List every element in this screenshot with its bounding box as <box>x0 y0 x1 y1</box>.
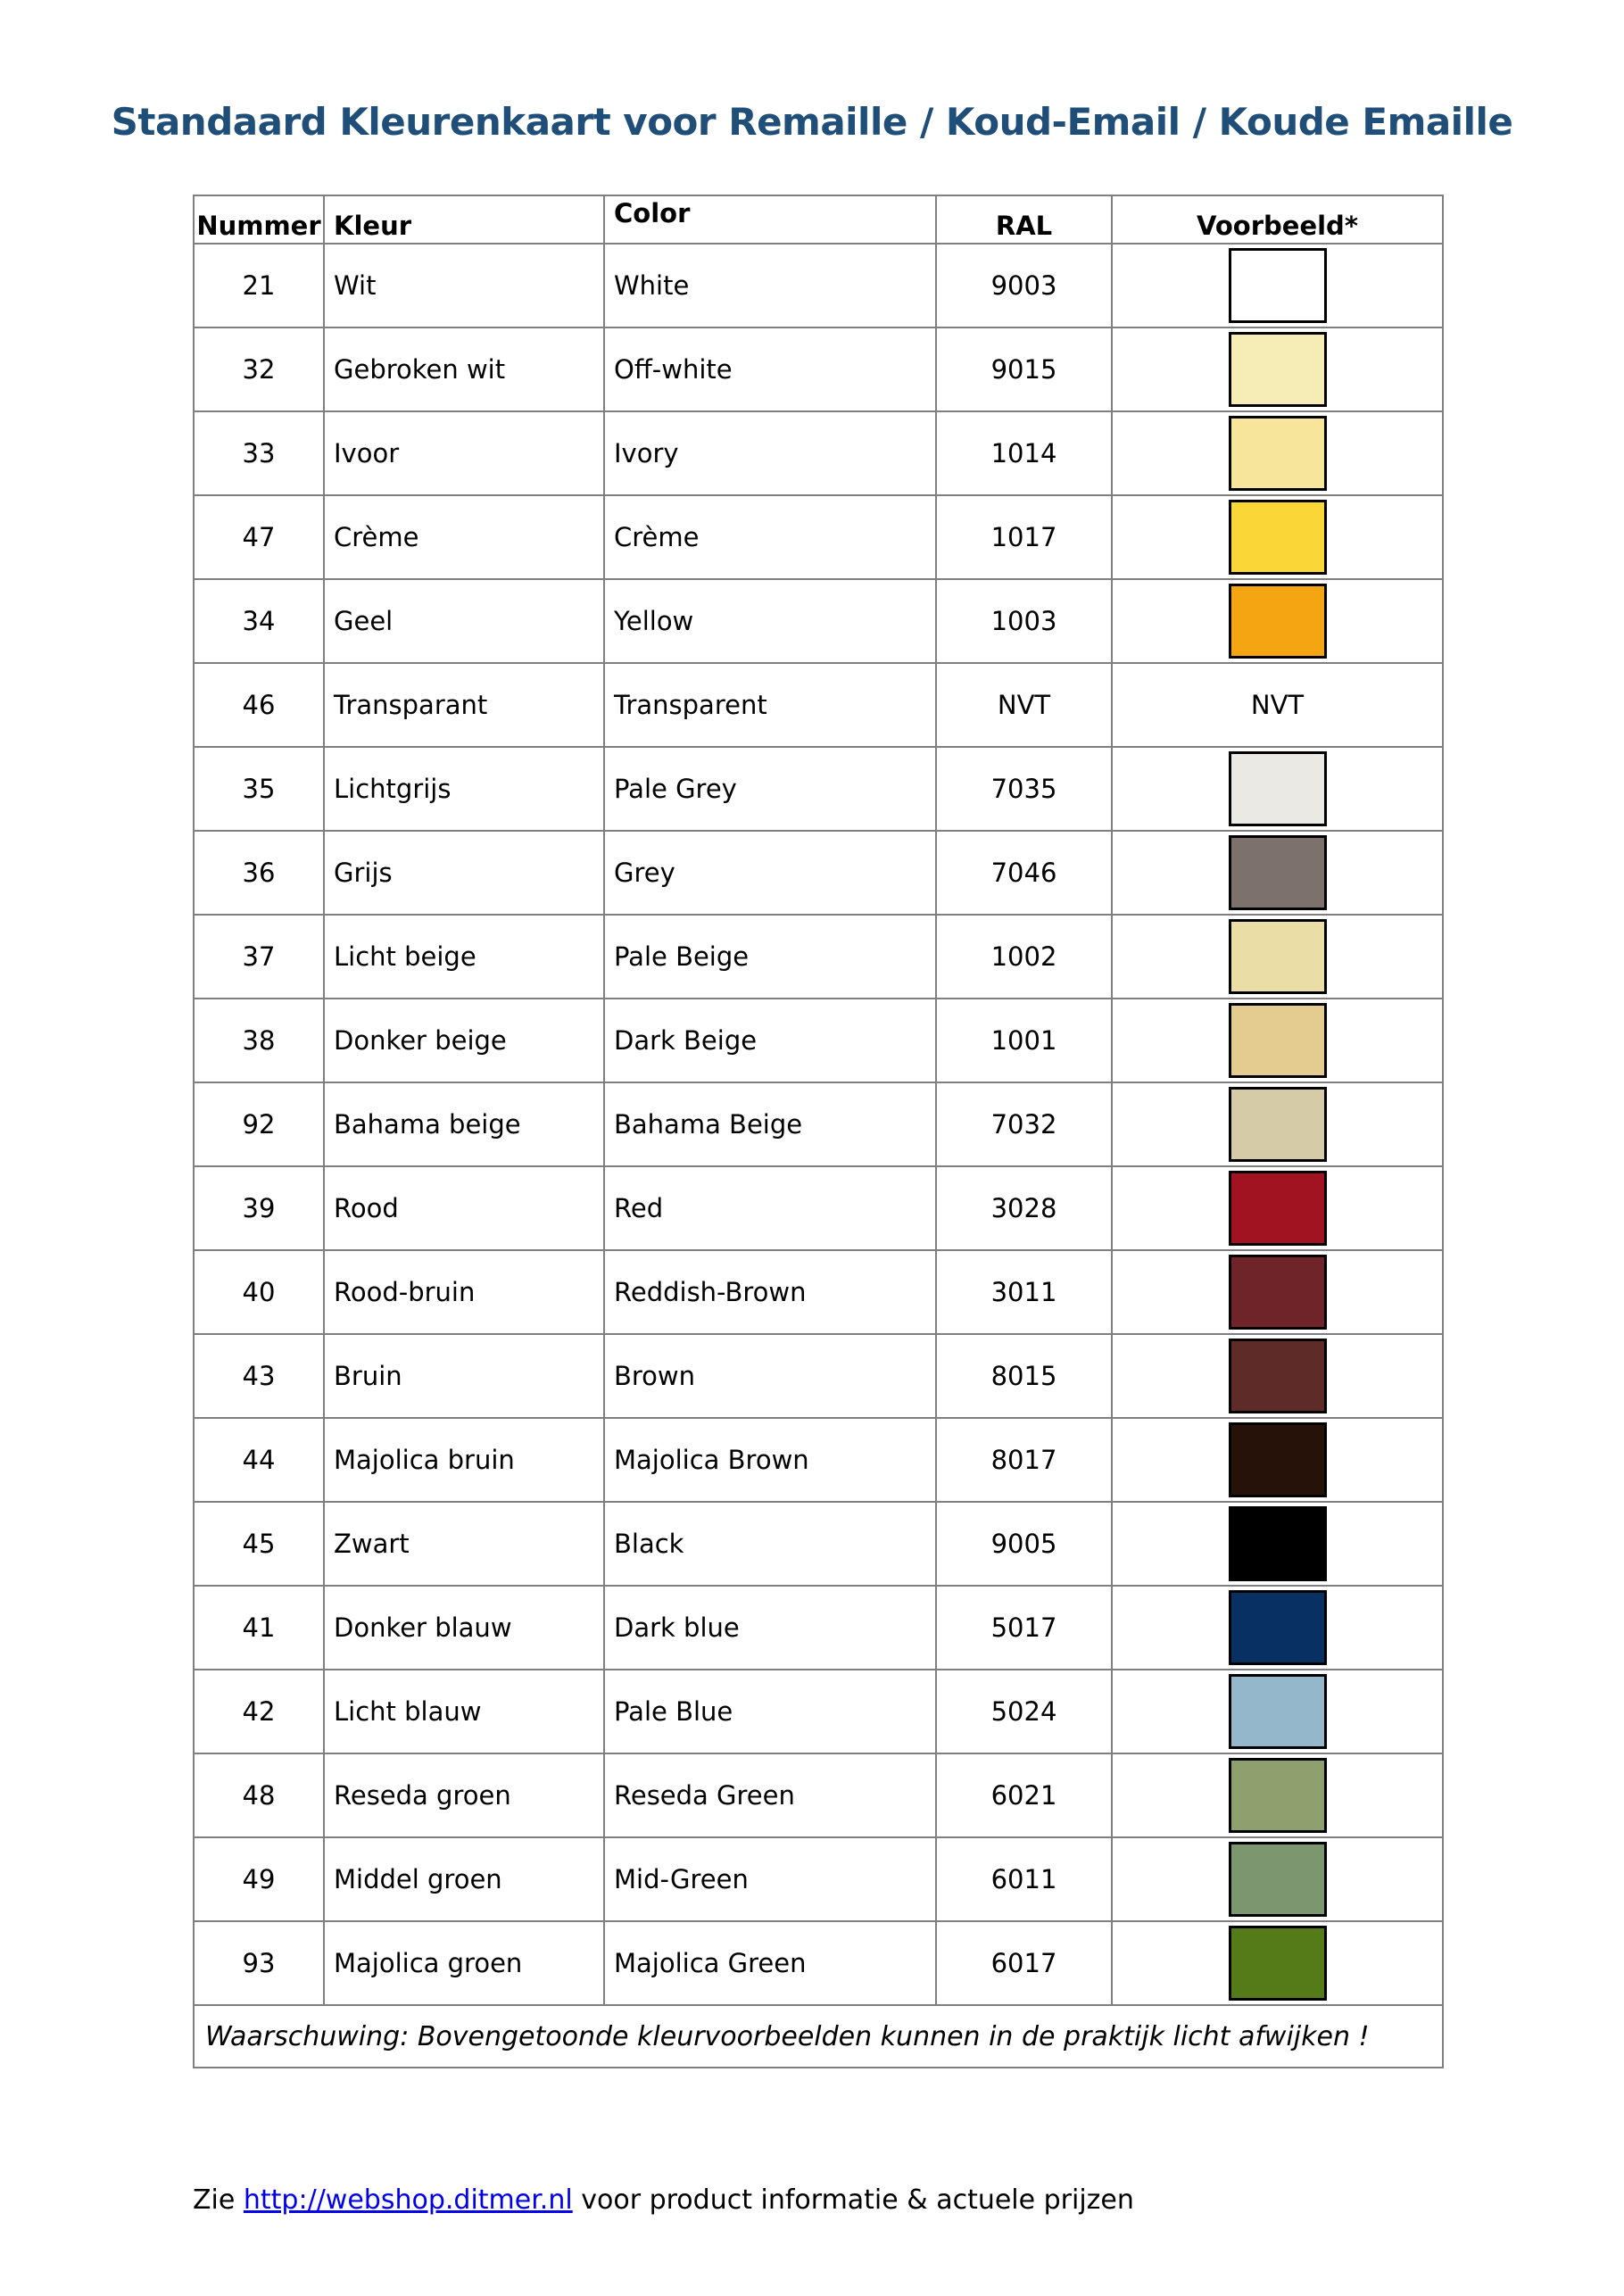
cell-number: 44 <box>194 1418 324 1502</box>
color-swatch <box>1229 1339 1327 1413</box>
color-swatch <box>1229 1087 1327 1162</box>
cell-number: 45 <box>194 1502 324 1586</box>
color-swatch <box>1229 584 1327 659</box>
table-row <box>194 244 1443 327</box>
cell-number: 43 <box>194 1334 324 1418</box>
table-row <box>194 1753 1443 1837</box>
cell-number: 49 <box>194 1837 324 1921</box>
cell-kleur: Rood-bruin <box>324 1250 604 1334</box>
warning-note: Waarschuwing: Bovengetoonde kleurvoorbeelden kunnen in de praktijk licht afwijken ! <box>194 2005 1443 2068</box>
color-swatch <box>1229 751 1327 826</box>
cell-kleur: Geel <box>324 579 604 663</box>
cell-example <box>1112 1334 1443 1418</box>
cell-example <box>1112 579 1443 663</box>
color-swatch <box>1229 1674 1327 1749</box>
cell-color: Yellow <box>604 579 936 663</box>
color-swatch <box>1229 1003 1327 1078</box>
table-row <box>194 1502 1443 1586</box>
cell-color: Reseda Green <box>604 1753 936 1837</box>
cell-kleur: Donker beige <box>324 999 604 1082</box>
table-row <box>194 1921 1443 2005</box>
cell-color: Ivory <box>604 411 936 495</box>
table-row <box>194 747 1443 831</box>
color-swatch <box>1229 1171 1327 1246</box>
cell-kleur: Donker blauw <box>324 1586 604 1670</box>
cell-example <box>1112 1082 1443 1166</box>
cell-color: Majolica Brown <box>604 1418 936 1502</box>
color-swatch <box>1229 1506 1327 1581</box>
table-row <box>194 1418 1443 1502</box>
cell-ral: 9003 <box>936 244 1112 327</box>
table-row <box>194 579 1443 663</box>
header-ral: RAL <box>936 195 1112 244</box>
cell-number: 92 <box>194 1082 324 1166</box>
color-swatch <box>1229 1926 1327 2001</box>
cell-ral: 7035 <box>936 747 1112 831</box>
color-swatch <box>1229 1255 1327 1330</box>
cell-example <box>1112 1586 1443 1670</box>
table-row <box>194 495 1443 579</box>
cell-color: Pale Blue <box>604 1670 936 1753</box>
cell-color: White <box>604 244 936 327</box>
cell-kleur: Licht beige <box>324 915 604 999</box>
header-color: Color <box>604 195 936 244</box>
color-swatch <box>1229 500 1327 575</box>
cell-color: Dark blue <box>604 1586 936 1670</box>
cell-kleur: Ivoor <box>324 411 604 495</box>
cell-example <box>1112 1166 1443 1250</box>
cell-kleur: Wit <box>324 244 604 327</box>
color-swatch <box>1229 332 1327 407</box>
table-header-row <box>194 195 1443 244</box>
cell-kleur: Majolica bruin <box>324 1418 604 1502</box>
cell-color: Pale Beige <box>604 915 936 999</box>
cell-color: Reddish-Brown <box>604 1250 936 1334</box>
cell-number: 47 <box>194 495 324 579</box>
cell-number: 93 <box>194 1921 324 2005</box>
header-kleur: Kleur <box>324 195 604 244</box>
cell-example <box>1112 915 1443 999</box>
cell-color: Dark Beige <box>604 999 936 1082</box>
cell-ral: 7032 <box>936 1082 1112 1166</box>
cell-ral: 1014 <box>936 411 1112 495</box>
cell-example <box>1112 1418 1443 1502</box>
cell-number: 41 <box>194 1586 324 1670</box>
table-row <box>194 1334 1443 1418</box>
cell-kleur: Rood <box>324 1166 604 1250</box>
cell-color: Crème <box>604 495 936 579</box>
cell-color: Transparent <box>604 663 936 747</box>
cell-ral: 8015 <box>936 1334 1112 1418</box>
header-example: Voorbeeld* <box>1112 195 1443 244</box>
table-row <box>194 1670 1443 1753</box>
color-swatch <box>1229 1842 1327 1917</box>
table-row <box>194 915 1443 999</box>
cell-number: 21 <box>194 244 324 327</box>
cell-kleur: Lichtgrijs <box>324 747 604 831</box>
cell-number: 37 <box>194 915 324 999</box>
cell-example <box>1112 1250 1443 1334</box>
webshop-link[interactable]: http://webshop.ditmer.nl <box>243 2184 573 2216</box>
cell-example <box>1112 411 1443 495</box>
header-number: Nummer <box>194 195 324 244</box>
cell-example <box>1112 747 1443 831</box>
cell-kleur: Zwart <box>324 1502 604 1586</box>
cell-color: Red <box>604 1166 936 1250</box>
footer-text <box>193 2184 1134 2216</box>
table-row <box>194 411 1443 495</box>
cell-ral: 6017 <box>936 1921 1112 2005</box>
cell-kleur: Transparant <box>324 663 604 747</box>
cell-kleur: Licht blauw <box>324 1670 604 1753</box>
cell-number: 48 <box>194 1753 324 1837</box>
cell-color: Grey <box>604 831 936 915</box>
cell-ral: 6011 <box>936 1837 1112 1921</box>
footer-suffix: voor product informatie & actuele prijzen <box>572 2184 1134 2216</box>
cell-color: Off-white <box>604 327 936 411</box>
cell-ral: 9005 <box>936 1502 1112 1586</box>
table-row <box>194 1837 1443 1921</box>
color-swatch <box>1229 248 1327 323</box>
cell-kleur: Grijs <box>324 831 604 915</box>
cell-number: 35 <box>194 747 324 831</box>
cell-example <box>1112 999 1443 1082</box>
color-swatch <box>1229 1590 1327 1665</box>
cell-ral: 1001 <box>936 999 1112 1082</box>
cell-example <box>1112 1921 1443 2005</box>
warning-row <box>194 2005 1443 2068</box>
table-body <box>194 244 1443 2005</box>
table-row <box>194 999 1443 1082</box>
cell-color: Majolica Green <box>604 1921 936 2005</box>
cell-kleur: Crème <box>324 495 604 579</box>
footer-prefix: Zie <box>193 2184 244 2216</box>
cell-ral: 8017 <box>936 1418 1112 1502</box>
table-row <box>194 1166 1443 1250</box>
cell-kleur: Gebroken wit <box>324 327 604 411</box>
page-title: Standaard Kleurenkaart voor Remaille / Koud-Email / Koude Emaille <box>111 100 1513 144</box>
cell-example: NVT <box>1112 663 1443 747</box>
cell-ral: 1003 <box>936 579 1112 663</box>
cell-ral: 9015 <box>936 327 1112 411</box>
color-chart-table <box>193 195 1444 2068</box>
cell-ral: 3011 <box>936 1250 1112 1334</box>
cell-number: 34 <box>194 579 324 663</box>
cell-ral: 5024 <box>936 1670 1112 1753</box>
cell-example <box>1112 495 1443 579</box>
cell-number: 39 <box>194 1166 324 1250</box>
cell-color: Black <box>604 1502 936 1586</box>
cell-number: 40 <box>194 1250 324 1334</box>
cell-ral: 6021 <box>936 1753 1112 1837</box>
cell-color: Brown <box>604 1334 936 1418</box>
table-row <box>194 1586 1443 1670</box>
cell-ral: 3028 <box>936 1166 1112 1250</box>
table-row <box>194 1082 1443 1166</box>
color-swatch <box>1229 835 1327 910</box>
cell-number: 32 <box>194 327 324 411</box>
cell-color: Bahama Beige <box>604 1082 936 1166</box>
color-swatch <box>1229 919 1327 994</box>
cell-kleur: Reseda groen <box>324 1753 604 1837</box>
cell-number: 36 <box>194 831 324 915</box>
cell-color: Mid-Green <box>604 1837 936 1921</box>
cell-ral: 5017 <box>936 1586 1112 1670</box>
cell-example <box>1112 1837 1443 1921</box>
color-swatch <box>1229 416 1327 491</box>
cell-color: Pale Grey <box>604 747 936 831</box>
cell-ral: 7046 <box>936 831 1112 915</box>
cell-kleur: Majolica groen <box>324 1921 604 2005</box>
cell-kleur: Bahama beige <box>324 1082 604 1166</box>
cell-example <box>1112 1502 1443 1586</box>
cell-kleur: Bruin <box>324 1334 604 1418</box>
table-row <box>194 663 1443 747</box>
cell-kleur: Middel groen <box>324 1837 604 1921</box>
cell-example <box>1112 244 1443 327</box>
cell-number: 38 <box>194 999 324 1082</box>
cell-ral: 1002 <box>936 915 1112 999</box>
table-row <box>194 1250 1443 1334</box>
cell-example <box>1112 1670 1443 1753</box>
cell-ral: NVT <box>936 663 1112 747</box>
cell-example <box>1112 1753 1443 1837</box>
cell-ral: 1017 <box>936 495 1112 579</box>
cell-number: 33 <box>194 411 324 495</box>
table-row <box>194 831 1443 915</box>
table-row <box>194 327 1443 411</box>
color-swatch <box>1229 1758 1327 1833</box>
cell-example <box>1112 327 1443 411</box>
cell-example <box>1112 831 1443 915</box>
cell-number: 46 <box>194 663 324 747</box>
cell-number: 42 <box>194 1670 324 1753</box>
color-swatch <box>1229 1422 1327 1497</box>
